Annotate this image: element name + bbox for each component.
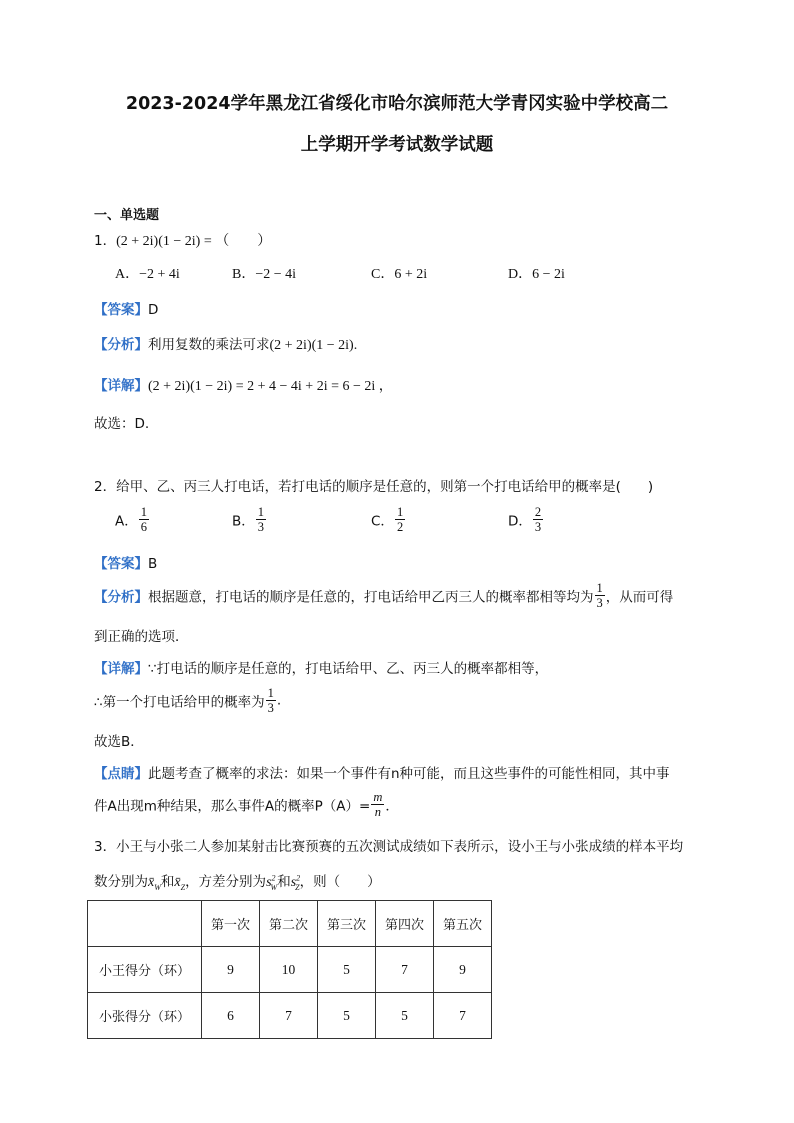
q1-option-c: C．6 + 2i — [371, 267, 428, 282]
q2-option-b — [232, 505, 267, 534]
table-header-row — [88, 901, 492, 947]
table-header-cell: 第四次 — [376, 901, 434, 947]
q2-option-b-num: 1 — [257, 505, 265, 519]
q1-conclusion: 故选：D. — [94, 416, 150, 432]
q1-option-b: B．−2 − 4i — [232, 267, 297, 282]
table-header-cell: 第二次 — [260, 901, 318, 947]
table-header-cell: 第一次 — [202, 901, 260, 947]
q2-detail-text-a: ∵打电话的顺序是任意的，打电话给甲、乙、丙三人的概率都相等， — [148, 661, 549, 677]
q3-var-w: $s^2_W$ — [266, 873, 278, 892]
q2-detail-line2 — [94, 686, 281, 715]
comment-tag: 【点睛】 — [94, 766, 148, 782]
table-cell: 7 — [434, 993, 492, 1039]
q2-option-a — [115, 505, 150, 534]
q1-detail-expr: (2 + 2i)(1 − 2i) = 2 + 4 − 4i + 2i = 6 − 2i ， — [148, 379, 393, 394]
answer-tag: 【答案】 — [94, 556, 148, 572]
q2-detail-text-b: ∴第一个打电话给甲的概率为 — [94, 694, 265, 711]
table-header-cell: 第三次 — [318, 901, 376, 947]
detail-tag: 【详解】 — [94, 661, 148, 677]
q1-option-a: A．−2 + 4i — [115, 267, 180, 282]
page-title-line2: 上学期开学考试数学试题 — [300, 135, 494, 155]
analysis-tag: 【分析】 — [94, 589, 148, 606]
section-heading: 一、单选题 — [94, 208, 160, 223]
q3-mean-w: $x̄_W$ — [148, 875, 161, 892]
q1-stem-text: (2 + 2i)(1 − 2i) = （ ） — [116, 234, 272, 249]
table-row-label: 小张得分（环） — [88, 993, 202, 1039]
table-row — [88, 993, 492, 1039]
q3-stem-end: ，则（ ） — [299, 874, 381, 890]
q2-option-b-letter: B． — [232, 513, 255, 530]
q2-number: 2． — [94, 479, 117, 495]
q3-stem-text-a: 小王与小张二人参加某射击比赛预赛的五次测试成绩如下表所示，设小王与小张成绩的样本平均 — [116, 839, 684, 855]
q2-comment-den: n — [374, 805, 381, 819]
q2-conclusion: 故选B． — [94, 734, 144, 750]
q2-option-c — [371, 505, 406, 534]
table-header-cell: 第五次 — [434, 901, 492, 947]
q2-option-c-num: 1 — [396, 505, 404, 519]
q2-option-d-den: 3 — [534, 520, 542, 534]
detail-tag: 【详解】 — [94, 378, 148, 394]
q2-option-c-letter: C． — [371, 513, 394, 530]
q2-detail-den: 3 — [267, 701, 274, 715]
q3-stem-line2 — [94, 870, 381, 892]
q1-detail — [94, 374, 393, 395]
score-table — [87, 900, 492, 1039]
q1-analysis-text: 利用复数的乘法可求 — [148, 337, 270, 353]
q1-number: 1． — [94, 233, 117, 249]
table-cell: 5 — [318, 947, 376, 993]
q3-mean-z: $x̄_Z$ — [174, 875, 186, 892]
table-cell: 5 — [376, 993, 434, 1039]
table-cell: 7 — [260, 993, 318, 1039]
q2-answer — [94, 552, 157, 572]
q1-answer-value: D — [148, 302, 159, 318]
q2-comment — [94, 762, 670, 782]
table-row-label: 小王得分（环） — [88, 947, 202, 993]
table-cell: 9 — [202, 947, 260, 993]
q2-option-d — [508, 505, 544, 534]
q3-var-text: ，方差分别为 — [185, 874, 267, 890]
q2-analysis-num: 1 — [596, 581, 603, 595]
page-title-line1: 2023-2024学年黑龙江省绥化市哈尔滨师范大学青冈实验中学校高二 — [125, 94, 669, 114]
q3-and1: 和 — [160, 874, 175, 890]
q2-option-d-num: 2 — [534, 505, 542, 519]
table-cell: 10 — [260, 947, 318, 993]
q1-option-d: D．6 − 2i — [508, 267, 565, 282]
q3-stem — [94, 835, 683, 855]
q2-option-a-letter: A． — [115, 513, 138, 530]
q2-detail — [94, 657, 548, 677]
q1-analysis-expr: (2 + 2i)(1 − 2i). — [269, 338, 358, 353]
q2-comment-text-b: 件A出现m种结果，那么事件A的概率P（A）= — [94, 798, 371, 815]
analysis-tag: 【分析】 — [94, 337, 148, 353]
q1-analysis — [94, 333, 357, 354]
q3-stem-text-b: 数分别为 — [94, 874, 148, 890]
table-cell: 7 — [376, 947, 434, 993]
q2-option-a-den: 6 — [140, 520, 147, 534]
q2-analysis-text-b: ，从而可得 — [605, 589, 674, 606]
q2-comment-num: m — [373, 790, 383, 804]
q2-option-c-den: 2 — [396, 520, 404, 534]
q3-and2: 和 — [277, 874, 291, 890]
q1-stem — [94, 229, 271, 250]
q3-var-z: $s^2_Z$ — [290, 873, 301, 892]
q2-answer-value: B — [148, 556, 158, 572]
table-row — [88, 947, 492, 993]
q2-detail-num: 1 — [267, 686, 274, 700]
q2-analysis-den: 3 — [596, 596, 603, 610]
table-cell: 9 — [434, 947, 492, 993]
q2-analysis — [94, 581, 673, 610]
q1-answer — [94, 298, 158, 318]
q2-option-b-den: 3 — [257, 520, 265, 534]
q2-option-a-num: 1 — [140, 505, 147, 519]
q2-analysis-cont: 到正确的选项． — [94, 629, 189, 645]
q2-stem — [94, 475, 653, 495]
q2-option-d-letter: D． — [508, 513, 532, 530]
q2-comment-text-a: 此题考查了概率的求法：如果一个事件有n种可能，而且这些事件的可能性相同，其中事 — [148, 766, 670, 782]
q2-comment-end: ． — [385, 798, 399, 815]
table-header-cell — [88, 901, 202, 947]
q2-stem-text: 给甲、乙、丙三人打电话，若打电话的顺序是任意的，则第一个打电话给甲的概率是( ) — [116, 479, 654, 495]
answer-tag: 【答案】 — [94, 302, 148, 318]
q2-detail-end: . — [276, 692, 282, 709]
table-cell: 5 — [318, 993, 376, 1039]
q3-number: 3． — [94, 839, 117, 855]
q2-comment-line2 — [94, 790, 399, 819]
q2-analysis-text-a: 根据题意，打电话的顺序是任意的，打电话给甲乙丙三人的概率都相等均为 — [148, 589, 594, 606]
table-cell: 6 — [202, 993, 260, 1039]
